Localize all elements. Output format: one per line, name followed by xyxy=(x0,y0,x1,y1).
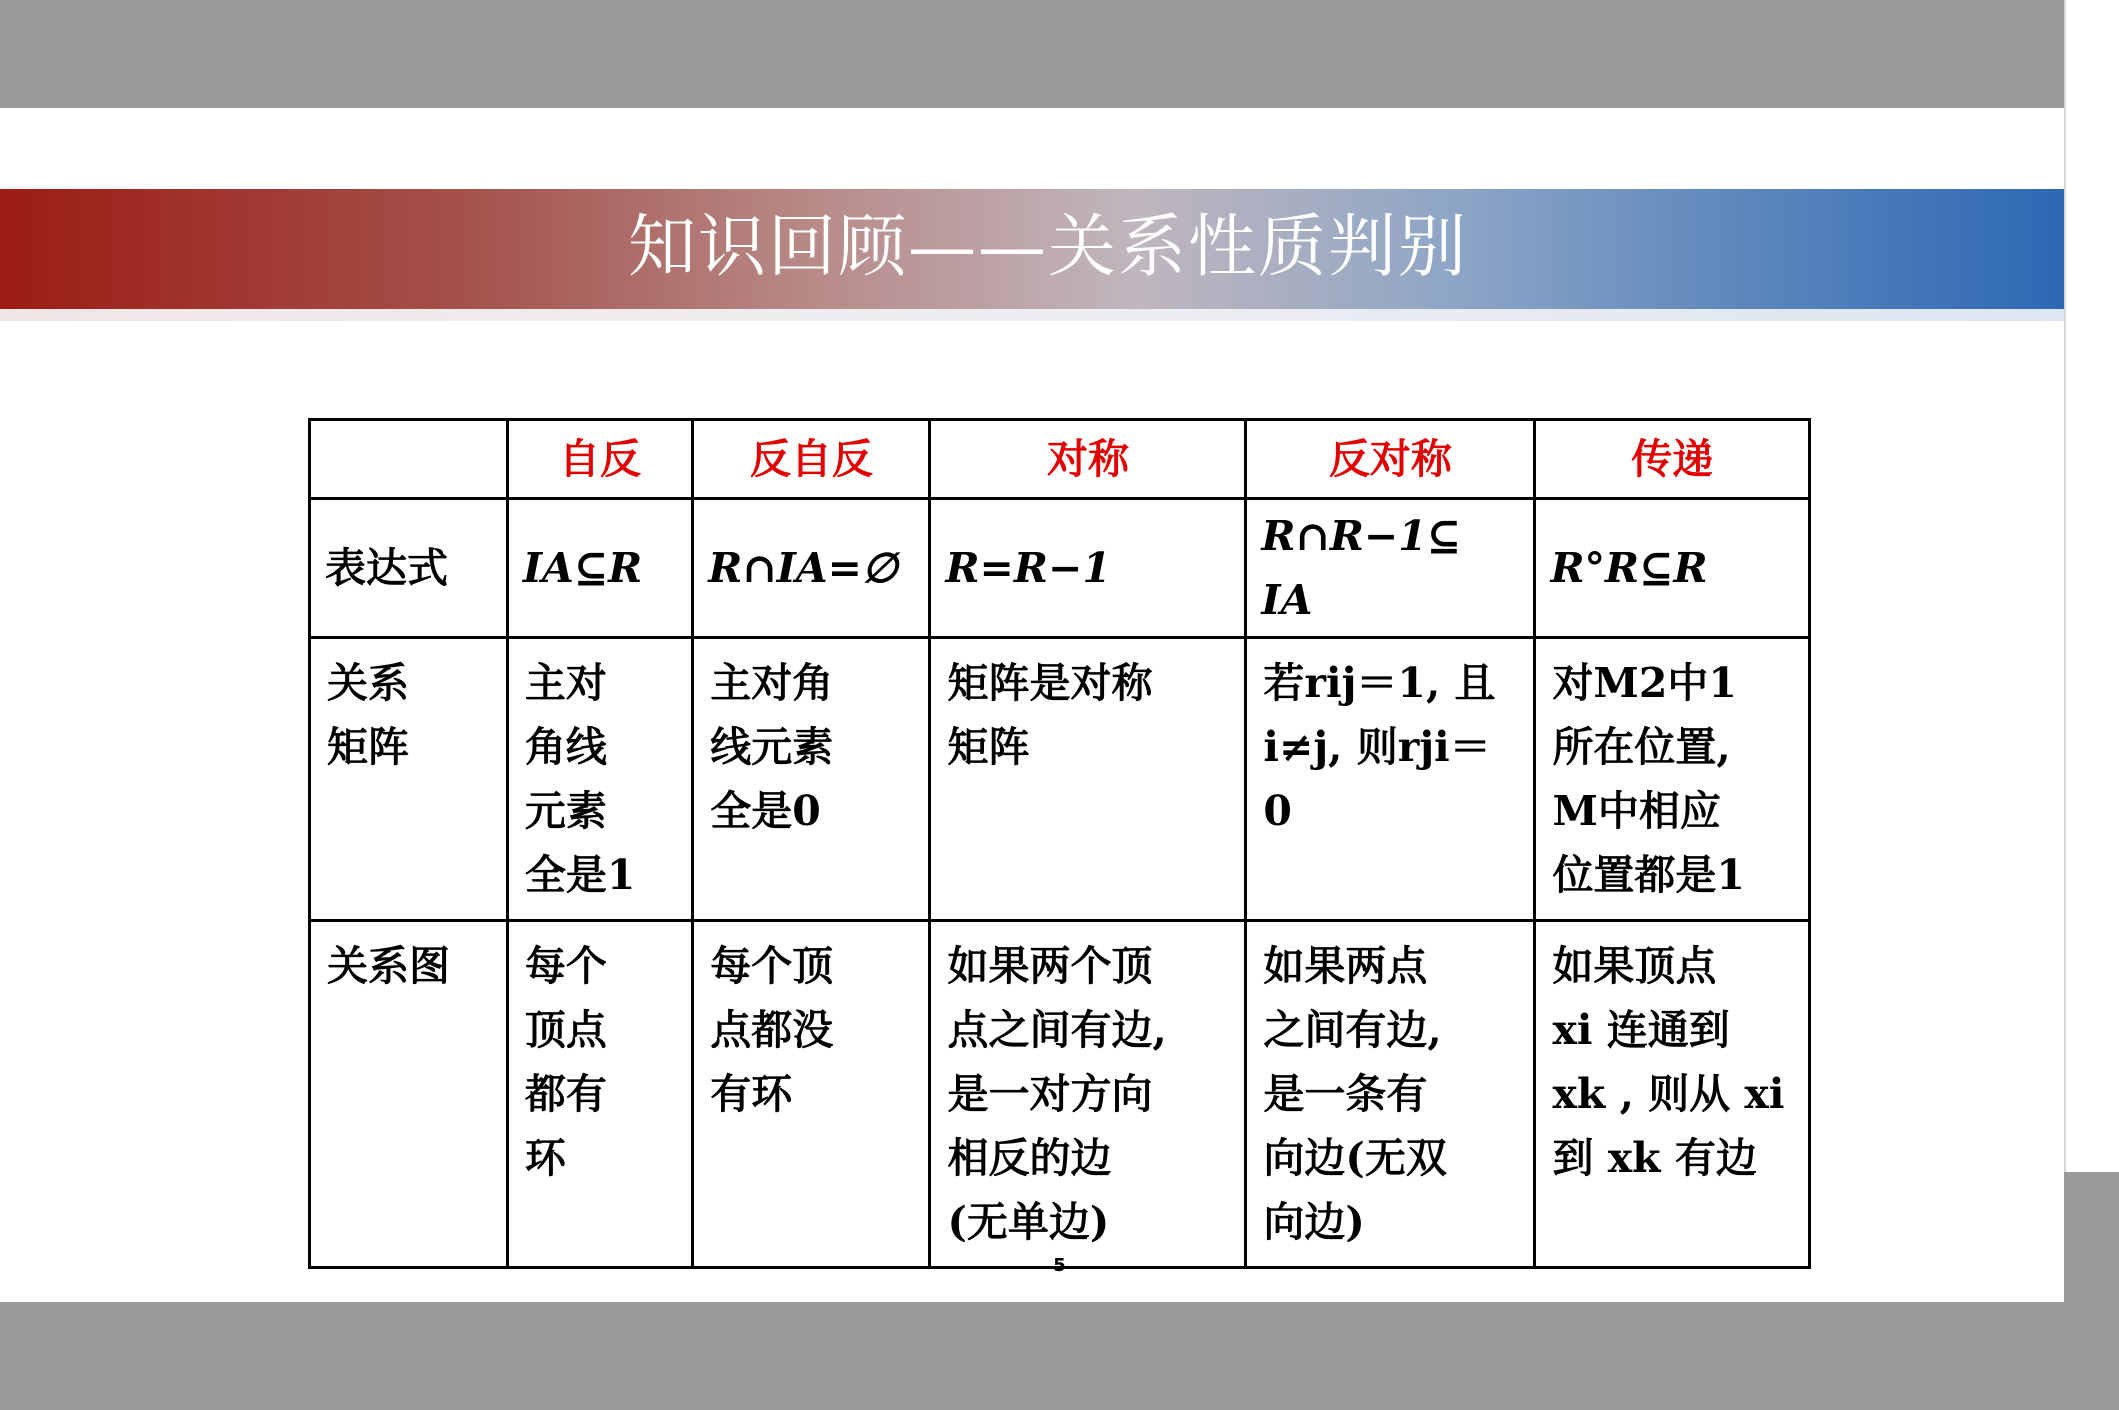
matrix-irreflexive: 主对角 线元素 全是0 xyxy=(693,638,930,921)
row-label-matrix: 关系 矩阵 xyxy=(310,638,508,921)
viewer-bottom-bar xyxy=(0,1302,2064,1410)
matrix-transitive: 对M2中1 所在位置, M中相应 位置都是1 xyxy=(1535,638,1810,921)
title-banner-shadow xyxy=(0,309,2064,321)
header-cell-empty xyxy=(310,420,508,499)
graph-symmetric: 如果两个顶 点之间有边, 是一对方向 相反的边 (无单边) xyxy=(930,921,1246,1268)
graph-antisymmetric: 如果两点 之间有边, 是一条有 向边(无双 向边) xyxy=(1246,921,1535,1268)
slide-title: 知识回顾——关系性质判别 xyxy=(627,208,1468,287)
graph-irreflexive: 每个顶 点都没 有环 xyxy=(693,921,930,1268)
graph-transitive: 如果顶点 xi 连通到 xk , 则从 xi 到 xk 有边 xyxy=(1535,921,1810,1268)
expression-reflexive: IA⊆R xyxy=(507,499,692,638)
row-label-graph: 关系图 xyxy=(310,921,508,1268)
table-row-matrix xyxy=(310,638,1810,921)
page-number: 5 xyxy=(1053,1255,1066,1276)
viewer-side-background xyxy=(2064,1172,2119,1410)
matrix-symmetric: 矩阵是对称 矩阵 xyxy=(930,638,1246,921)
table-row-expression xyxy=(310,499,1810,638)
header-cell-transitive: 传递 xyxy=(1535,420,1810,499)
matrix-antisymmetric: 若rij＝1, 且 i≠j, 则rji＝ 0 xyxy=(1246,638,1535,921)
row-label-expression: 表达式 xyxy=(310,499,508,638)
graph-reflexive: 每个 顶点 都有 环 xyxy=(507,921,692,1268)
header-cell-irreflexive: 反自反 xyxy=(693,420,930,499)
table-header-row xyxy=(310,420,1810,499)
expression-antisymmetric: R∩R−1⊆ IA xyxy=(1246,499,1535,638)
relation-properties-table xyxy=(308,418,1811,1269)
header-cell-symmetric: 对称 xyxy=(930,420,1246,499)
matrix-reflexive: 主对 角线 元素 全是1 xyxy=(507,638,692,921)
viewer-top-bar xyxy=(0,0,2064,108)
header-cell-reflexive: 自反 xyxy=(507,420,692,499)
expression-transitive: R°R⊆R xyxy=(1535,499,1810,638)
table-row-graph xyxy=(310,921,1810,1268)
expression-irreflexive: R∩IA=∅ xyxy=(693,499,930,638)
header-cell-antisymmetric: 反对称 xyxy=(1246,420,1535,499)
expression-symmetric: R=R−1 xyxy=(930,499,1246,638)
